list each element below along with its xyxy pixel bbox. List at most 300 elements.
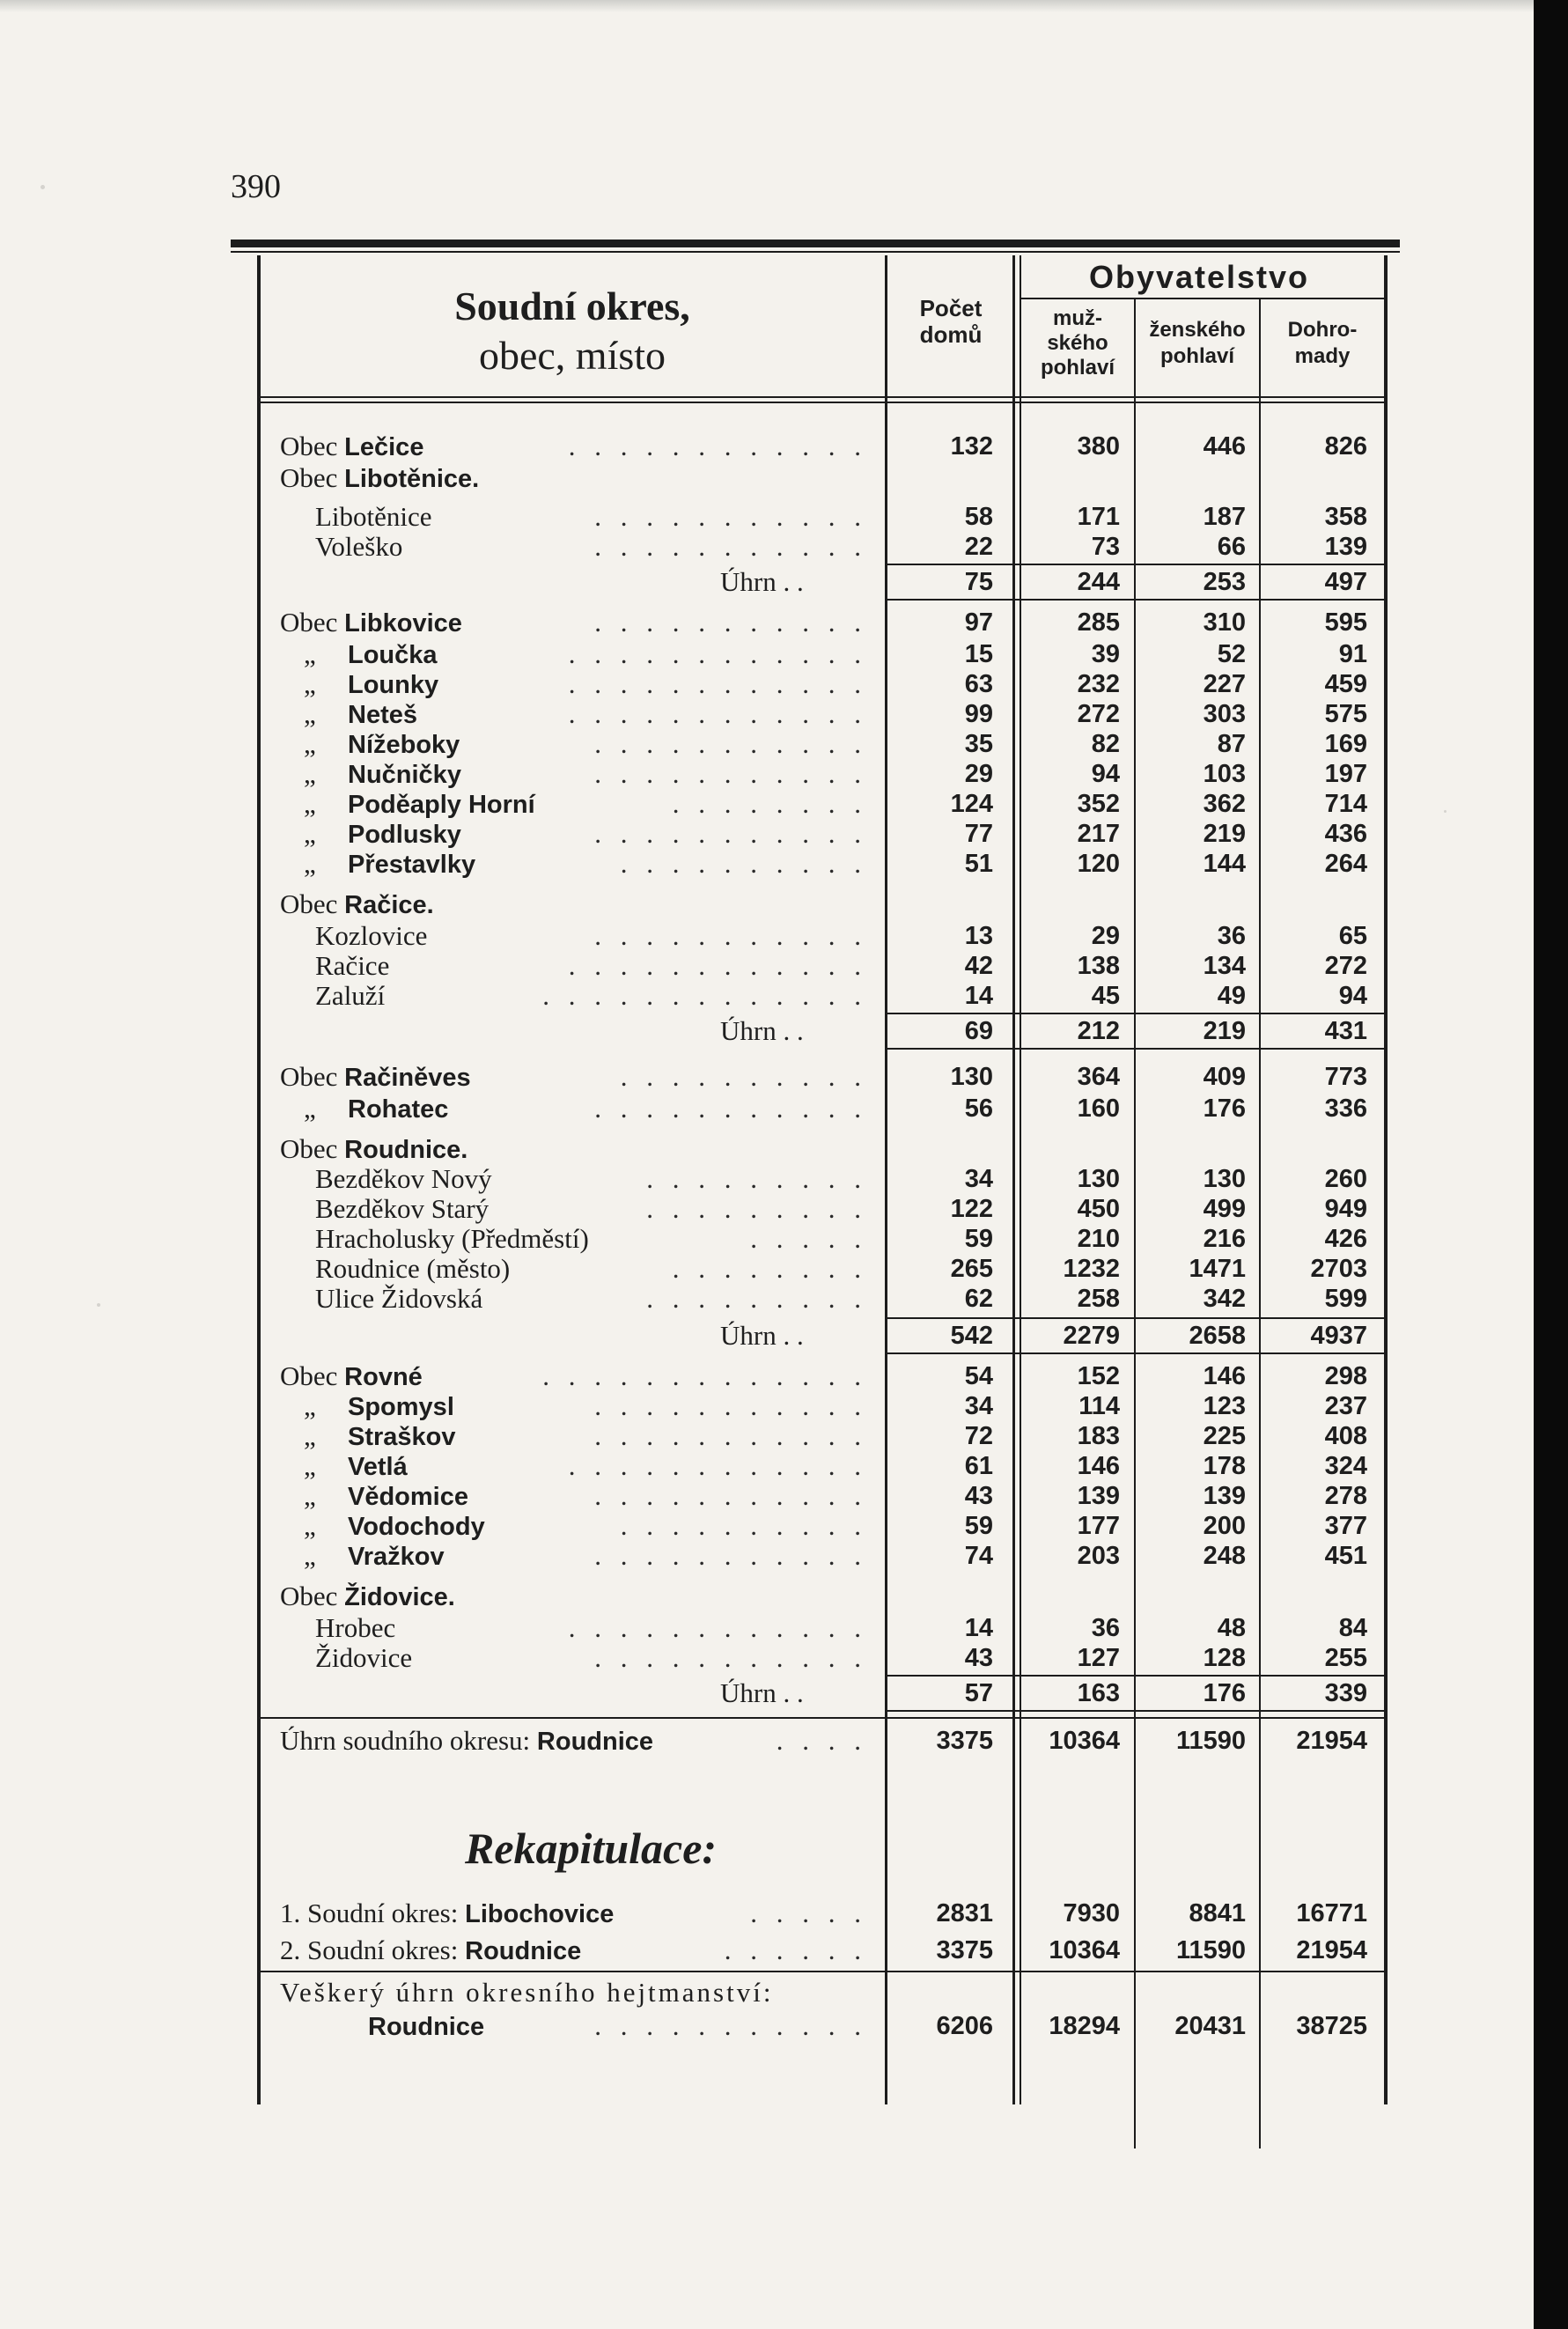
cell-zenske: 303: [1203, 700, 1246, 728]
cell-pocet-domu: 122: [950, 1195, 993, 1223]
ditto-mark: „: [304, 1390, 316, 1421]
cell-muzske: 114: [1078, 1392, 1120, 1420]
row-name-bold: Spomysl: [348, 1393, 454, 1421]
cell-zenske: 219: [1203, 820, 1246, 848]
cell-dohromady: 431: [1324, 1017, 1367, 1045]
cell-muzske: 450: [1077, 1195, 1120, 1223]
cell-zenske: 103: [1203, 760, 1246, 788]
row-name: [315, 1194, 489, 1224]
cell-zenske: 1471: [1189, 1255, 1246, 1283]
cell-muzske: 139: [1077, 1482, 1120, 1510]
row-name-bold: Straškov: [348, 1423, 456, 1451]
row-label: Zaluží: [315, 980, 386, 1011]
cell-pocet-domu: 13: [964, 922, 993, 950]
row-name-bold: Roudnice: [536, 1728, 654, 1756]
table-row: [0, 608, 1568, 638]
table-row: [0, 1062, 1568, 1092]
row-name-bold: Roudnice: [465, 1937, 582, 1965]
cell-pocet-domu: 14: [964, 1614, 993, 1642]
cell-zenske: 446: [1203, 432, 1246, 461]
table-row: [0, 789, 1568, 819]
row-label: Obec: [280, 1360, 345, 1391]
cell-muzske: 18294: [1049, 2012, 1120, 2040]
cell-pocet-domu: 63: [964, 670, 993, 698]
cell-muzske: 127: [1077, 1644, 1120, 1672]
header-dohromady-line1: Dohro-: [1287, 318, 1358, 342]
cell-zenske: 176: [1203, 1094, 1246, 1123]
cell-zenske: 342: [1203, 1285, 1246, 1313]
cell-zenske: 227: [1203, 670, 1246, 698]
cell-zenske: 178: [1203, 1452, 1246, 1480]
dot-leader: . . . . . . . . . . . . .: [542, 980, 867, 1011]
ditto-mark: „: [304, 848, 316, 879]
cell-muzske: 39: [1091, 640, 1120, 668]
table-top-rule-thin: [231, 251, 1400, 253]
table-row: [0, 1164, 1568, 1194]
cell-dohromady: 2703: [1310, 1255, 1367, 1283]
table-row: [0, 1481, 1568, 1511]
dot-leader: . . . . . . . . . .: [620, 1510, 867, 1541]
sum-rule: [887, 564, 1386, 565]
table-row: [0, 1726, 1568, 1756]
row-name-bold: Loučka: [348, 641, 438, 669]
row-name-bold: Libotěnice.: [344, 465, 480, 493]
row-label: 1. Soudní okres:: [280, 1898, 466, 1928]
cell-muzske: 82: [1091, 730, 1120, 758]
recap-total-label: Veškerý úhrn okresního hejtmanství:: [280, 1977, 774, 2008]
row-name-bold: Vražkov: [348, 1543, 445, 1571]
cell-muzske: 29: [1091, 922, 1120, 950]
cell-pocet-domu: 54: [964, 1362, 993, 1390]
cell-zenske: 139: [1203, 1482, 1246, 1510]
cell-muzske: 212: [1077, 1017, 1120, 1045]
uhrn-label: Úhrn . .: [720, 1677, 804, 1708]
row-name: [304, 1481, 468, 1512]
cell-pocet-domu: 58: [964, 503, 993, 531]
dot-leader: . . . . . . . . . . .: [594, 1642, 867, 1673]
cell-zenske: 187: [1203, 503, 1246, 531]
cell-muzske: 163: [1077, 1679, 1120, 1707]
sum-rule-bottom: [887, 1048, 1386, 1050]
row-name: [280, 608, 462, 638]
row-label: Obec: [280, 888, 345, 919]
recap-total-name: [368, 2011, 484, 2042]
scan-speck: [97, 1303, 100, 1307]
dot-leader: . . . . . . . . .: [646, 1193, 867, 1224]
header-obyv-rule: [1021, 298, 1386, 299]
cell-pocet-domu: 99: [964, 700, 993, 728]
cell-pocet-domu: 14: [964, 982, 993, 1010]
row-name-bold: Rohatec: [348, 1095, 449, 1124]
cell-pocet-domu: 43: [964, 1644, 993, 1672]
cell-pocet-domu: 35: [964, 730, 993, 758]
sum-rule: [887, 1317, 1386, 1319]
cell-dohromady: 139: [1324, 533, 1367, 561]
table-row: [0, 431, 1568, 461]
header-muz-line1: muž-: [1053, 306, 1102, 330]
cell-muzske: 130: [1077, 1165, 1120, 1193]
cell-zenske: 248: [1203, 1542, 1246, 1570]
header-bottom-rule: [261, 396, 1384, 398]
cell-muzske: 146: [1077, 1452, 1120, 1480]
row-name: [304, 789, 535, 820]
row-name: [304, 729, 460, 760]
sum-rule-bottom: [887, 1352, 1386, 1354]
cell-dohromady: 336: [1324, 1094, 1367, 1123]
cell-muzske: 352: [1077, 790, 1120, 818]
row-name: [315, 1643, 412, 1673]
row-name: [304, 1094, 448, 1124]
row-name: [315, 502, 432, 532]
cell-zenske: 128: [1203, 1644, 1246, 1672]
recap-row: [0, 1935, 1568, 1965]
row-name: [315, 921, 427, 951]
dot-leader: . . . . . . . . . . .: [594, 1540, 867, 1571]
dot-leader: . . . . . . . . . . . .: [568, 668, 867, 699]
row-name-bold: Libkovice: [344, 609, 462, 638]
cell-dohromady: 451: [1324, 1542, 1367, 1570]
cell-zenske: 219: [1203, 1017, 1246, 1045]
cell-pocet-domu: 57: [964, 1679, 993, 1707]
row-label: Kozlovice: [315, 920, 428, 951]
table-row: [0, 1421, 1568, 1451]
row-label: Obec: [280, 1133, 345, 1164]
cell-zenske: 20431: [1174, 2012, 1246, 2040]
header-pocet-line2: domů: [919, 321, 983, 348]
table-row: [0, 1361, 1568, 1391]
row-name: [304, 1451, 408, 1482]
dot-leader: . . . . . . . . .: [646, 1283, 867, 1314]
cell-zenske: 200: [1203, 1512, 1246, 1540]
table-row: [0, 463, 1568, 493]
cell-muzske: 210: [1077, 1225, 1120, 1253]
cell-pocet-domu: 34: [964, 1392, 993, 1420]
table-row: [0, 567, 1568, 597]
row-name: [280, 1581, 455, 1612]
cell-dohromady: 4937: [1310, 1322, 1367, 1350]
cell-pocet-domu: 3375: [936, 1727, 993, 1755]
recap-title: Rekapitulace:: [465, 1824, 718, 1873]
cell-zenske: 362: [1203, 790, 1246, 818]
cell-muzske: 258: [1077, 1285, 1120, 1313]
cell-dohromady: 84: [1338, 1614, 1367, 1642]
table-row: [0, 1678, 1568, 1708]
cell-muzske: 272: [1077, 700, 1120, 728]
row-name: [304, 819, 461, 850]
cell-pocet-domu: 75: [964, 568, 993, 596]
table-row: [0, 669, 1568, 699]
row-name: [315, 1224, 589, 1254]
header-muz-line3: pohlaví: [1040, 356, 1115, 380]
cell-muzske: 285: [1077, 608, 1120, 637]
row-name-bold: Račice.: [344, 891, 434, 919]
row-label: Hrobec: [315, 1612, 396, 1643]
cell-muzske: 10364: [1049, 1936, 1120, 1964]
cell-muzske: 1232: [1063, 1255, 1120, 1283]
grand-total-rule: [261, 1717, 1386, 1719]
cell-dohromady: 255: [1324, 1644, 1367, 1672]
cell-muzske: 152: [1077, 1362, 1120, 1390]
dot-leader: . . . . . . . . . . . .: [568, 950, 867, 981]
cell-dohromady: 426: [1324, 1225, 1367, 1253]
row-name: [315, 1164, 492, 1194]
cell-muzske: 10364: [1049, 1727, 1120, 1755]
row-name-bold: Račiněves: [344, 1064, 471, 1092]
sum-rule-bottom: [887, 599, 1386, 601]
header-zen-line2: pohlaví: [1159, 344, 1234, 368]
cell-pocet-domu: 42: [964, 952, 993, 980]
cell-zenske: 52: [1217, 640, 1246, 668]
row-name: [315, 981, 385, 1011]
table-row: [0, 1094, 1568, 1124]
cell-pocet-domu: 56: [964, 1094, 993, 1123]
cell-zenske: 409: [1203, 1063, 1246, 1091]
row-name: [280, 1935, 581, 1966]
cell-dohromady: 339: [1324, 1679, 1367, 1707]
row-name: [280, 463, 479, 494]
cell-dohromady: 298: [1324, 1362, 1367, 1390]
cell-dohromady: 575: [1324, 700, 1367, 728]
row-name: [304, 1511, 485, 1542]
cell-dohromady: 497: [1324, 568, 1367, 596]
cell-dohromady: 324: [1324, 1452, 1367, 1480]
cell-zenske: 11590: [1175, 1727, 1246, 1755]
sum-rule-bottom: [887, 1710, 1386, 1712]
dot-leader: . . . . . . . . . . .: [594, 1480, 867, 1511]
table-row: [0, 1643, 1568, 1673]
header-zen: [1136, 317, 1259, 370]
cell-muzske: 244: [1077, 568, 1120, 596]
row-name-bold: Lečice: [344, 433, 424, 461]
dot-leader: . . . . . . . . . . .: [594, 1093, 867, 1124]
cell-muzske: 120: [1077, 850, 1120, 878]
dot-leader: . . . . . . . . . . . .: [568, 638, 867, 669]
table-header-title: [260, 282, 885, 380]
cell-dohromady: 169: [1324, 730, 1367, 758]
ditto-mark: „: [304, 698, 316, 729]
dot-leader: . . . . . . . . . . .: [594, 758, 867, 789]
row-name-bold: Vodochody: [348, 1513, 485, 1541]
dot-leader: . . . . . . . . . . .: [594, 728, 867, 759]
row-name-bold: Přestavlky: [348, 851, 476, 879]
dot-leader: . . . . . . . . . . . .: [568, 1450, 867, 1481]
cell-pocet-domu: 72: [964, 1422, 993, 1450]
cell-pocet-domu: 29: [964, 760, 993, 788]
dot-leader: . . . . .: [750, 1898, 867, 1928]
cell-zenske: 66: [1217, 533, 1246, 561]
cell-muzske: 94: [1091, 760, 1120, 788]
row-name: [315, 1254, 510, 1284]
cell-zenske: 49: [1217, 982, 1246, 1010]
table-row: [0, 1511, 1568, 1541]
cell-muzske: 177: [1077, 1512, 1120, 1540]
ditto-mark: „: [304, 1420, 316, 1451]
cell-pocet-domu: 6206: [936, 2012, 993, 2040]
cell-dohromady: 714: [1324, 790, 1367, 818]
cell-dohromady: 949: [1324, 1195, 1367, 1223]
table-row: [0, 1541, 1568, 1571]
cell-pocet-domu: 59: [964, 1512, 993, 1540]
dot-leader: . . . . . . . . . . .: [594, 818, 867, 849]
cell-dohromady: 826: [1324, 432, 1367, 461]
row-name: [280, 1134, 467, 1165]
cell-zenske: 48: [1217, 1614, 1246, 1642]
row-label: Roudnice (město): [315, 1253, 511, 1284]
cell-dohromady: 16771: [1296, 1899, 1367, 1927]
cell-pocet-domu: 62: [964, 1285, 993, 1313]
cell-zenske: 87: [1217, 730, 1246, 758]
table-row: [0, 729, 1568, 759]
cell-pocet-domu: 51: [964, 850, 993, 878]
cell-dohromady: 358: [1324, 503, 1367, 531]
scan-speck: [1444, 810, 1447, 813]
sum-rule: [887, 1675, 1386, 1677]
row-label: Obec: [280, 431, 345, 461]
dot-leader: . . . . . . . . . . . . .: [542, 1360, 867, 1391]
row-name-bold: Rovné: [344, 1363, 423, 1391]
cell-pocet-domu: 74: [964, 1542, 993, 1570]
table-row: [0, 1254, 1568, 1284]
row-label: Ulice Židovská: [315, 1283, 483, 1314]
uhrn-label: Úhrn . .: [720, 1015, 804, 1046]
cell-zenske: 146: [1203, 1362, 1246, 1390]
cell-zenske: 130: [1203, 1165, 1246, 1193]
cell-muzske: 45: [1091, 982, 1120, 1010]
cell-zenske: 499: [1203, 1195, 1246, 1223]
row-label: Voleško: [315, 531, 403, 562]
cell-dohromady: 773: [1324, 1063, 1367, 1091]
table-row: [0, 759, 1568, 789]
table-row: [0, 1224, 1568, 1254]
table-row: [0, 981, 1568, 1011]
cell-muzske: 203: [1077, 1542, 1120, 1570]
table-row: [0, 1321, 1568, 1351]
dot-leader: . . . . . . . . . . .: [594, 1390, 867, 1421]
row-name: [315, 1284, 482, 1314]
cell-dohromady: 94: [1338, 982, 1367, 1010]
ditto-mark: „: [304, 1480, 316, 1511]
cell-dohromady: 38725: [1296, 2012, 1367, 2040]
table-row: [0, 1581, 1568, 1611]
header-pocet: [891, 295, 1011, 348]
scan-top-edge: [0, 0, 1568, 12]
row-name-bold: Roudnice.: [344, 1136, 468, 1164]
header-muz: [1021, 306, 1134, 380]
cell-dohromady: 377: [1324, 1512, 1367, 1540]
cell-muzske: 232: [1077, 670, 1120, 698]
recap-total-row: [0, 1978, 1568, 2008]
cell-pocet-domu: 132: [950, 432, 993, 461]
header-muz-line2: ského: [1047, 331, 1108, 355]
dot-leader: . . . . . . . . . .: [620, 848, 867, 879]
ditto-mark: „: [304, 1510, 316, 1541]
cell-muzske: 171: [1077, 503, 1120, 531]
cell-zenske: 36: [1217, 922, 1246, 950]
row-label: Obec: [280, 462, 345, 493]
row-name: [315, 1613, 395, 1643]
row-label: Úhrn soudního okresu:: [280, 1725, 537, 1756]
cell-dohromady: 272: [1324, 952, 1367, 980]
table-row: [0, 849, 1568, 879]
cell-pocet-domu: 69: [964, 1017, 993, 1045]
cell-dohromady: 278: [1324, 1482, 1367, 1510]
header-dohromady: [1261, 317, 1384, 370]
table-row: [0, 921, 1568, 951]
sum-rule: [887, 1013, 1386, 1014]
row-label: 2. Soudní okres:: [280, 1935, 466, 1965]
ditto-mark: „: [304, 1540, 316, 1571]
cell-muzske: 138: [1077, 952, 1120, 980]
table-row: [0, 1134, 1568, 1164]
cell-pocet-domu: 130: [950, 1063, 993, 1091]
row-name: [304, 759, 461, 790]
cell-pocet-domu: 22: [964, 533, 993, 561]
table-row: [0, 639, 1568, 669]
header-bottom-rule-2: [261, 402, 1384, 403]
cell-muzske: 36: [1091, 1614, 1120, 1642]
cell-dohromady: 21954: [1296, 1936, 1367, 1964]
row-label: Hracholusky (Předměstí): [315, 1223, 589, 1254]
cell-pocet-domu: 97: [964, 608, 993, 637]
cell-dohromady: 436: [1324, 820, 1367, 848]
uhrn-label: Úhrn . .: [720, 566, 804, 597]
scan-speck: [40, 185, 45, 189]
cell-dohromady: 21954: [1296, 1727, 1367, 1755]
dot-leader: . . . . . . . . . . .: [594, 501, 867, 532]
cell-muzske: 217: [1077, 820, 1120, 848]
page-number: 390: [231, 168, 281, 205]
table-row: [0, 502, 1568, 532]
cell-muzske: 380: [1077, 432, 1120, 461]
row-label: Račice: [315, 950, 390, 981]
cell-zenske: 144: [1203, 850, 1246, 878]
dot-leader: . . . . .: [750, 1223, 867, 1254]
cell-dohromady: 459: [1324, 670, 1367, 698]
cell-zenske: 134: [1203, 952, 1246, 980]
header-obyvatelstvo: Obyvatelstvo: [1088, 259, 1310, 295]
cell-pocet-domu: 3375: [936, 1936, 993, 1964]
cell-muzske: 7930: [1063, 1899, 1120, 1927]
row-name: [280, 1361, 423, 1392]
cell-pocet-domu: 124: [950, 790, 993, 818]
ditto-mark: „: [304, 1093, 316, 1124]
row-name-bold: Nížeboky: [348, 731, 460, 759]
dot-leader: . . . . . . . . .: [646, 1163, 867, 1194]
ditto-mark: „: [304, 758, 316, 789]
cell-pocet-domu: 15: [964, 640, 993, 668]
table-row: [0, 951, 1568, 981]
cell-zenske: 253: [1203, 568, 1246, 596]
dot-leader: . . . .: [776, 1725, 867, 1756]
row-label: Libotěnice: [315, 501, 432, 532]
cell-zenske: 176: [1203, 1679, 1246, 1707]
dot-leader: . . . . . . . . . . . .: [568, 698, 867, 729]
cell-muzske: 183: [1077, 1422, 1120, 1450]
cell-zenske: 216: [1203, 1225, 1246, 1253]
row-label: Obec: [280, 1581, 345, 1611]
cell-dohromady: 260: [1324, 1165, 1367, 1193]
recap-total-name-bold: Roudnice: [368, 2013, 485, 2041]
recap-rule: [261, 1971, 1386, 1972]
table-row: [0, 1284, 1568, 1314]
recap-total-row-2: [0, 2011, 1568, 2041]
dot-leader: . . . . . . . . . . .: [594, 607, 867, 638]
row-name: [304, 849, 475, 880]
row-name-bold: Poděaply Horní: [348, 791, 535, 819]
dot-leader: . . . . . . . . . . .: [594, 531, 867, 562]
row-name: [315, 951, 389, 981]
table-row: [0, 1391, 1568, 1421]
